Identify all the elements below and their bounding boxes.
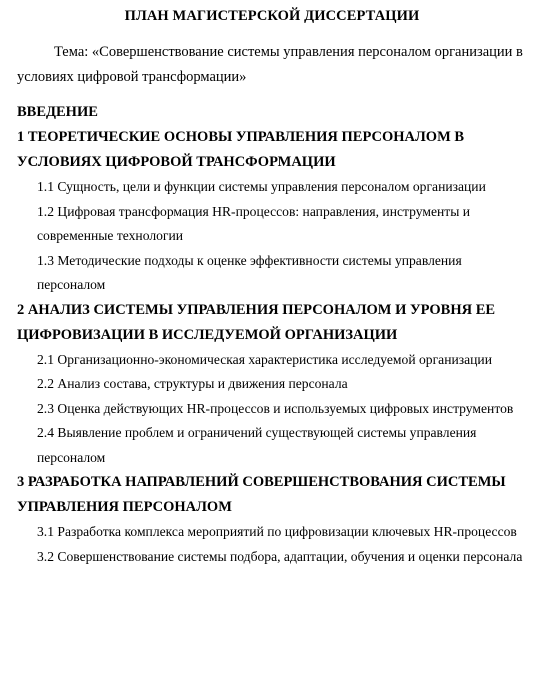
subsection-2-4: 2.4 Выявление проблем и ограничений существующей системы управления персоналом [37,425,477,465]
chapter-1 [17,125,527,298]
subsection-3-1: 3.1 Разработка комплекса мероприятий по цифровизации ключевых HR-процессов [37,524,517,539]
chapter-title: 1 ТЕОРЕТИЧЕСКИЕ ОСНОВЫ УПРАВЛЕНИЯ ПЕРСОНАЛОМ В УСЛОВИЯХ ЦИФРОВОЙ ТРАНСФОРМАЦИИ [17,129,465,170]
chapter-subsections [17,348,527,471]
subsection-3-2: 3.2 Совершенствование системы подбора, адаптации, обучения и оценки персонала [37,548,523,564]
subsection-2-3: 2.3 Оценка действующих HR-процессов и используемых цифровых инструментов [37,400,514,416]
subsection-1-2: 1.2 Цифровая трансформация HR-процессов: направления, инструменты и современные технологии [37,203,471,243]
chapter-3 [17,470,527,569]
chapter-title: 2 АНАЛИЗ СИСТЕМЫ УПРАВЛЕНИЯ ПЕРСОНАЛОМ И УРОВНЯ ЕЕ ЦИФРОВИЗАЦИИ В ИССЛЕДУЕМОЙ ОРГАНИЗАЦИИ [17,301,496,343]
chapter-subsections [17,175,527,298]
thesis-topic: Тема: «Совершенствование системы управления персоналом организации в условиях цифровой трансформации» [17,44,523,85]
chapter-subsections [17,520,527,569]
thesis-outline [17,100,527,569]
chapter-2 [17,298,527,471]
section-introduction: ВВЕДЕНИЕ [17,104,98,120]
subsection-1-3: 1.3 Методические подходы к оценке эффективности системы управления персоналом [37,252,462,292]
chapter-title: 3 РАЗРАБОТКА НАПРАВЛЕНИЙ СОВЕРШЕНСТВОВАНИЯ СИСТЕМЫ УПРАВЛЕНИЯ ПЕРСОНАЛОМ [17,474,506,515]
document-title: ПЛАН МАГИСТЕРСКОЙ ДИССЕРТАЦИИ [124,8,420,24]
subsection-2-1: 2.1 Организационно-экономическая характеристика исследуемой организации [37,351,492,367]
subsection-2-2: 2.2 Анализ состава, структуры и движения персонала [37,376,348,391]
subsection-1-1: 1.1 Сущность, цели и функции системы управления персоналом организации [37,179,486,194]
